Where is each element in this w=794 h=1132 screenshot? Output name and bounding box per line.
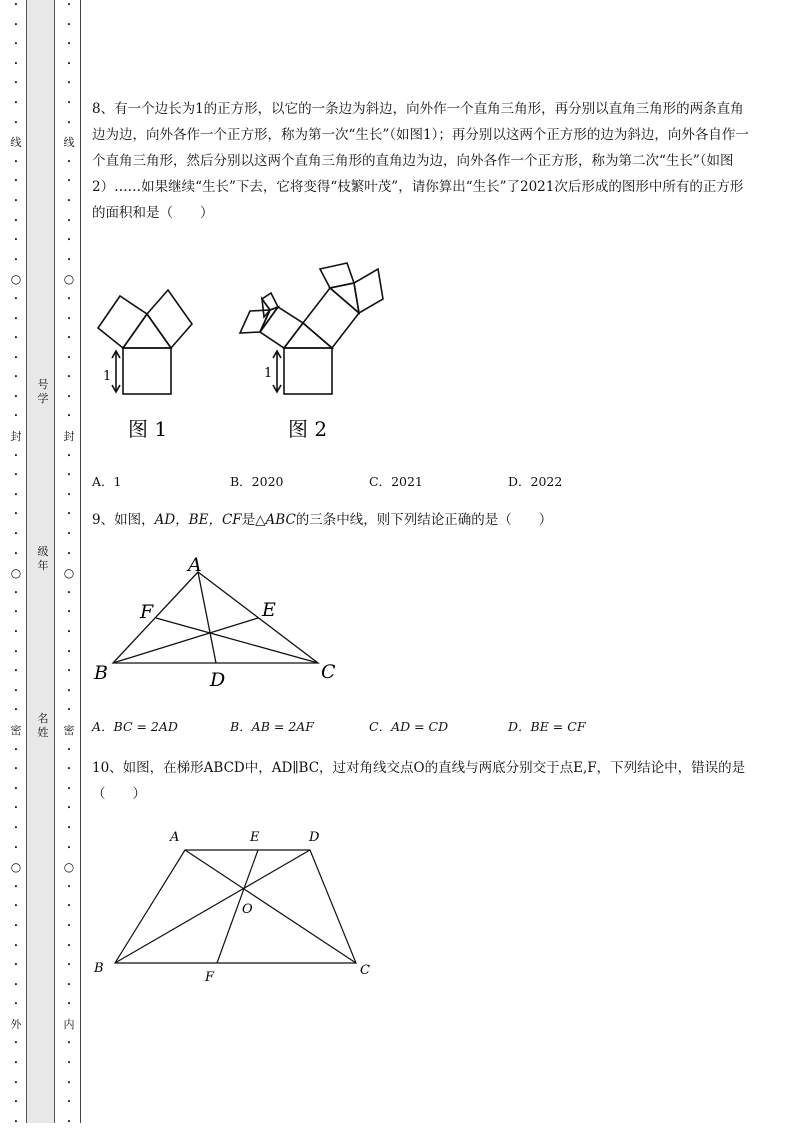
median-ad <box>198 572 216 663</box>
right-binding-dot: • <box>66 294 72 303</box>
field-grade: 级年 <box>37 545 49 572</box>
svg-text:A: A <box>170 830 180 845</box>
left-binding-dot: • <box>13 941 19 950</box>
left-binding-dot: • <box>13 784 19 793</box>
right-binding-dot: • <box>66 921 72 930</box>
left-binding-dot: • <box>13 196 19 205</box>
left-binding-dot: • <box>13 961 19 970</box>
right-binding-circle: ○ <box>63 272 75 287</box>
right-binding-dot: • <box>66 334 72 343</box>
left-binding-dot: • <box>13 157 19 166</box>
fig1-side-label: 1 <box>103 369 112 384</box>
svg-text:A: A <box>188 554 202 576</box>
right-binding-dot: • <box>66 941 72 950</box>
q9-option-d: D．BE = CF <box>508 719 586 734</box>
right-binding-dot: • <box>66 1098 72 1107</box>
binding-right-line <box>80 0 81 1123</box>
left-binding-dot: • <box>13 177 19 186</box>
diagonal-bd <box>115 850 310 963</box>
left-binding-dot: • <box>13 1 19 9</box>
q8-option-b: B．2020 <box>230 474 284 489</box>
left-binding-dot: • <box>13 902 19 911</box>
right-binding-dot: • <box>66 236 72 245</box>
svg-text:C: C <box>360 963 370 978</box>
right-binding-dot: • <box>66 177 72 186</box>
right-binding-label: 封 <box>63 430 75 444</box>
right-binding-dot: • <box>66 765 72 774</box>
left-binding-dot: • <box>13 79 19 88</box>
right-binding-dot: • <box>66 902 72 911</box>
left-binding-dot: • <box>13 490 19 499</box>
fig1-left-square <box>98 296 147 348</box>
q8-option-c: C．2021 <box>369 474 423 489</box>
right-binding-dot: • <box>66 608 72 617</box>
right-binding-dot: • <box>66 510 72 519</box>
left-binding-dot: • <box>13 451 19 460</box>
trapezoid-abcd <box>115 850 356 963</box>
fig1-right-square <box>147 290 192 348</box>
right-binding-dot: • <box>66 804 72 813</box>
left-binding-dot: • <box>13 1078 19 1087</box>
field-student-no: 号学 <box>37 378 49 405</box>
q8-option-d: D．2022 <box>508 474 563 489</box>
question-8-figures <box>92 255 412 450</box>
fig2-top-left-square <box>320 263 354 288</box>
right-binding-dot: • <box>66 255 72 264</box>
svg-text:B: B <box>94 961 104 976</box>
right-binding-dot: • <box>66 373 72 382</box>
right-binding-dot: • <box>66 549 72 558</box>
right-binding-dot: • <box>66 1117 72 1126</box>
right-binding-dot: • <box>66 745 72 754</box>
svg-text:E: E <box>250 830 260 845</box>
fig2-right-square <box>303 288 359 348</box>
right-binding-dot: • <box>66 706 72 715</box>
right-dot-column <box>62 0 76 1132</box>
left-binding-dot: • <box>13 412 19 421</box>
right-binding-dot: • <box>66 118 72 127</box>
left-binding-dot: • <box>13 549 19 558</box>
fig2-caption: 图 2 <box>288 417 328 441</box>
left-binding-dot: • <box>13 921 19 930</box>
fig2-side-label: 1 <box>264 366 273 381</box>
svg-text:E: E <box>262 599 276 621</box>
right-binding-dot: • <box>66 530 72 539</box>
left-binding-circle: ○ <box>10 566 22 581</box>
svg-text:O: O <box>242 902 253 917</box>
q9-option-a: A．BC = 2AD <box>92 719 178 734</box>
left-binding-circle: ○ <box>10 860 22 875</box>
left-binding-dot: • <box>13 765 19 774</box>
right-binding-dot: • <box>66 98 72 107</box>
right-binding-dot: • <box>66 823 72 832</box>
left-binding-dot: • <box>13 1039 19 1048</box>
right-binding-dot: • <box>66 40 72 49</box>
question-10-text: 10、如图，在梯形ABCD中，AD∥BC，过对角线交点O的直线与两底分别交于点E,F，下列结论中，错误的是（ ） <box>92 760 746 802</box>
left-binding-dot: • <box>13 294 19 303</box>
question-9-text: 9、如图，AD，BE，CF是△ABC的三条中线，则下列结论正确的是（ ） <box>92 512 553 528</box>
right-binding-dot: • <box>66 588 72 597</box>
left-binding-dot: • <box>13 40 19 49</box>
left-binding-dot: • <box>13 706 19 715</box>
left-binding-dot: • <box>13 588 19 597</box>
left-binding-dot: • <box>13 314 19 323</box>
right-binding-dot: • <box>66 961 72 970</box>
right-binding-dot: • <box>66 980 72 989</box>
right-binding-dot: • <box>66 196 72 205</box>
left-binding-label: 外 <box>10 1017 22 1031</box>
field-name: 名姓 <box>37 712 49 739</box>
right-binding-dot: • <box>66 353 72 362</box>
left-binding-dot: • <box>13 471 19 480</box>
diagonal-ac <box>185 850 356 963</box>
right-binding-dot: • <box>66 451 72 460</box>
svg-text:B: B <box>94 662 108 684</box>
left-binding-dot: • <box>13 1059 19 1068</box>
svg-text:D: D <box>210 669 226 691</box>
left-binding-dot: • <box>13 392 19 401</box>
fig1-base-square <box>123 348 171 394</box>
right-binding-dot: • <box>66 216 72 225</box>
question-8-text: 8、有一个边长为1的正方形，以它的一条边为斜边，向外作一个直角三角形，再分别以直角三角形的两条直角边为边，向外各作一个正方形，称为第一次“生长”（如图1）；再分别以这两个正方形的边为斜边，向外各自作一个直角三角形，然后分别以这两个直角三角形的直角边为边，向外各作一个正方形，称为第二次“生长”（如图2）……如果继续“生长”下去，它将变得“枝繁叶茂”，请你算出“生长”了2021次后形成的图形中所有的正方形的面积和是（ ） <box>92 101 749 221</box>
right-binding-circle: ○ <box>63 566 75 581</box>
left-binding-circle: ○ <box>10 272 22 287</box>
right-binding-dot: • <box>66 59 72 68</box>
left-binding-dot: • <box>13 510 19 519</box>
left-binding-label: 线 <box>10 136 22 150</box>
left-binding-dot: • <box>13 334 19 343</box>
left-binding-dot: • <box>13 118 19 127</box>
left-binding-dot: • <box>13 236 19 245</box>
left-binding-dot: • <box>13 1098 19 1107</box>
left-binding-dot: • <box>13 530 19 539</box>
right-binding-dot: • <box>66 392 72 401</box>
svg-text:F: F <box>140 601 154 623</box>
q9-option-b: B．AB = 2AF <box>230 719 314 734</box>
left-binding-dot: • <box>13 823 19 832</box>
right-binding-label: 线 <box>63 136 75 150</box>
left-binding-dot: • <box>13 1117 19 1126</box>
left-binding-dot: • <box>13 628 19 636</box>
right-binding-dot: • <box>66 882 72 891</box>
right-binding-dot: • <box>66 784 72 793</box>
left-binding-dot: • <box>13 882 19 891</box>
right-binding-dot: • <box>66 686 72 695</box>
right-binding-dot: • <box>66 79 72 88</box>
svg-text:C: C <box>321 661 336 683</box>
svg-text:F: F <box>205 970 215 985</box>
right-binding-dot: • <box>66 412 72 421</box>
right-binding-dot: • <box>66 314 72 323</box>
left-binding-label: 封 <box>10 430 22 444</box>
fig1-triangle <box>123 314 171 348</box>
q8-option-a: A．1 <box>92 474 122 489</box>
svg-text:D: D <box>309 830 320 845</box>
right-binding-dot: • <box>66 1000 72 1009</box>
left-binding-dot: • <box>13 980 19 989</box>
left-binding-dot: • <box>13 255 19 264</box>
left-binding-dot: • <box>13 59 19 68</box>
left-binding-dot: • <box>13 216 19 225</box>
question-10-figure <box>92 822 392 987</box>
left-dot-column <box>9 0 23 1132</box>
right-binding-dot: • <box>66 667 72 676</box>
left-binding-dot: • <box>13 686 19 695</box>
left-binding-dot: • <box>13 98 19 107</box>
fig2-base-square <box>284 348 332 394</box>
fig2-top-right-square <box>354 269 383 313</box>
left-binding-dot: • <box>13 20 19 29</box>
right-binding-dot: • <box>66 20 72 29</box>
left-binding-dot: • <box>13 745 19 754</box>
right-binding-dot: • <box>66 628 72 636</box>
right-binding-label: 内 <box>63 1017 75 1031</box>
left-binding-dot: • <box>13 1000 19 1009</box>
left-binding-dot: • <box>13 667 19 676</box>
right-binding-dot: • <box>66 843 72 852</box>
right-binding-circle: ○ <box>63 860 75 875</box>
right-binding-dot: • <box>66 1 72 9</box>
right-binding-dot: • <box>66 471 72 480</box>
question-9-figure <box>92 552 352 692</box>
right-binding-dot: • <box>66 490 72 499</box>
left-binding-dot: • <box>13 353 19 362</box>
left-binding-dot: • <box>13 843 19 852</box>
right-binding-dot: • <box>66 1059 72 1068</box>
left-binding-label: 密 <box>10 723 22 737</box>
right-binding-dot: • <box>66 157 72 166</box>
fig1-caption: 图 1 <box>128 417 168 441</box>
right-binding-dot: • <box>66 647 72 656</box>
q9-option-c: C．AD = CD <box>369 719 449 734</box>
left-binding-dot: • <box>13 804 19 813</box>
right-binding-dot: • <box>66 1078 72 1087</box>
right-binding-label: 密 <box>63 723 75 737</box>
left-binding-dot: • <box>13 608 19 617</box>
left-binding-dot: • <box>13 373 19 382</box>
right-binding-dot: • <box>66 1039 72 1048</box>
binding-margin <box>0 0 82 1126</box>
left-binding-dot: • <box>13 647 19 656</box>
